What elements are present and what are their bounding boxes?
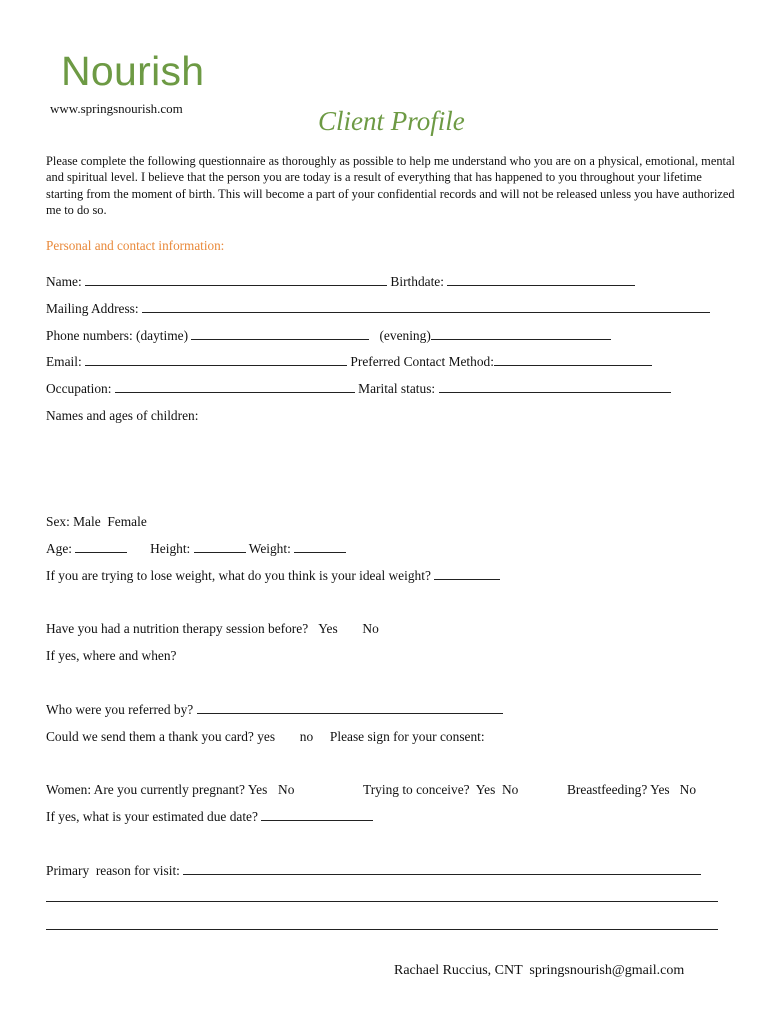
preferred-contact-label: Preferred Contact Method:	[350, 354, 494, 369]
row-thank-you	[46, 729, 485, 745]
row-age	[46, 541, 346, 557]
children-label: Names and ages of children:	[46, 408, 199, 423]
primary-reason-line-2[interactable]	[46, 901, 718, 902]
height-label: Height:	[150, 541, 191, 556]
row-primary-reason	[46, 863, 701, 879]
prior-session-yes[interactable]: Yes	[318, 621, 338, 636]
row-pregnancy	[46, 782, 294, 798]
intro-paragraph: Please complete the following questionnaire as thoroughly as possible to help me understand who you are on a physical, emotional, mental and spiritual level. I believe that the person you are today is a result of everything that has happened to you throughout your lifetime starting from the moment of birth. This will become a part of your confidential records and will not be released unless you have authorized me to do so.	[46, 154, 735, 217]
ideal-weight-label: If you are trying to lose weight, what do you think is your ideal weight?	[46, 568, 431, 583]
preferred-contact-field[interactable]	[494, 354, 652, 366]
sex-label[interactable]: Sex: Male Female	[46, 514, 147, 529]
pregnant-no[interactable]: No	[278, 782, 295, 797]
birthdate-label: Birthdate:	[390, 274, 444, 289]
name-label: Name:	[46, 274, 82, 289]
name-field[interactable]	[85, 274, 387, 286]
due-date-label: If yes, what is your estimated due date?	[46, 809, 258, 824]
occupation-field[interactable]	[115, 381, 355, 393]
phone-daytime-field[interactable]	[191, 328, 369, 340]
conceive-label[interactable]: Trying to conceive? Yes No	[363, 782, 519, 797]
thank-you-no[interactable]: no	[299, 729, 314, 744]
mailing-address-label: Mailing Address:	[46, 301, 139, 316]
row-email	[46, 354, 652, 370]
primary-reason-label: Primary reason for visit:	[46, 863, 180, 878]
prior-session-no[interactable]: No	[362, 621, 379, 636]
weight-label: Weight:	[248, 541, 291, 556]
due-date-field[interactable]	[261, 809, 373, 821]
breastfeeding-label[interactable]: Breastfeeding? Yes No	[567, 782, 697, 797]
footer-contact: Rachael Ruccius, CNT springsnourish@gmail.com	[394, 963, 685, 978]
consent-label: Please sign for your consent:	[329, 729, 485, 744]
row-due-date	[46, 809, 373, 825]
referred-by-label: Who were you referred by?	[46, 702, 194, 717]
ideal-weight-field[interactable]	[434, 568, 500, 580]
occupation-label: Occupation:	[46, 381, 112, 396]
row-name	[46, 274, 635, 290]
referred-by-field[interactable]	[197, 702, 503, 714]
website-url[interactable]: www.springsnourish.com	[50, 101, 183, 116]
row-occupation	[46, 381, 671, 397]
logo: Nourish	[61, 48, 205, 94]
marital-status-label: Marital status:	[358, 381, 436, 396]
where-when-label: If yes, where and when?	[46, 648, 177, 663]
pregnant-label[interactable]: Women: Are you currently pregnant? Yes	[46, 782, 268, 797]
height-field[interactable]	[194, 541, 246, 553]
age-label: Age:	[46, 541, 73, 556]
section-title: Personal and contact information:	[46, 238, 225, 253]
age-field[interactable]	[75, 541, 127, 553]
primary-reason-field[interactable]	[183, 863, 701, 875]
email-label: Email:	[46, 354, 82, 369]
weight-field[interactable]	[294, 541, 346, 553]
email-field[interactable]	[85, 354, 347, 366]
phone-evening-label: (evening)	[379, 328, 431, 343]
row-referred	[46, 702, 503, 718]
row-ideal-weight	[46, 568, 500, 584]
phone-daytime-label: Phone numbers: (daytime)	[46, 328, 189, 343]
marital-status-field[interactable]	[439, 381, 671, 393]
birthdate-field[interactable]	[447, 274, 635, 286]
phone-evening-field[interactable]	[431, 328, 611, 340]
row-prior-session	[46, 621, 379, 637]
prior-session-label: Have you had a nutrition therapy session before?	[46, 621, 309, 636]
row-phone	[46, 328, 611, 344]
primary-reason-line-3[interactable]	[46, 929, 718, 930]
page-title: Client Profile	[318, 106, 465, 136]
thank-you-card-label[interactable]: Could we send them a thank you card? yes	[46, 729, 276, 744]
mailing-address-field[interactable]	[142, 301, 710, 313]
row-mailing	[46, 301, 710, 317]
